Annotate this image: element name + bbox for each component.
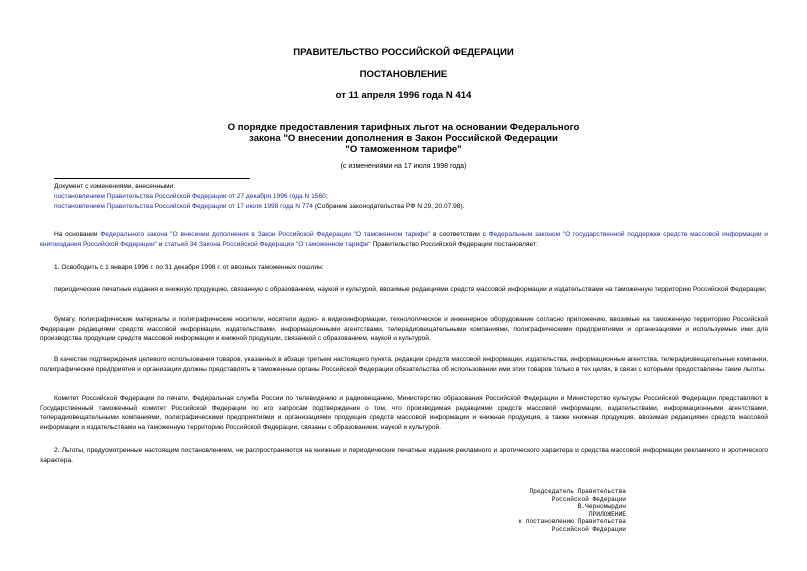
preamble-text-a: На основании [54, 231, 101, 238]
document-type: ПОСТАНОВЛЕНИЕ [359, 69, 448, 80]
amendment-link-1560[interactable]: постановлением Правительства Российской Федерации от 27 декабря 1996 года N 1560 [54, 193, 326, 200]
changes-item-2 [54, 202, 614, 212]
changes-heading: Документ с изменениями, внесенными: [54, 183, 176, 190]
paragraph-4: В качестве подтверждения целевого использования товаров, указанных в абзаце третьем настоящего пункта, редакции средств массовой информации, издательства, информационные агентства, телерадиовещательные компании, полиграфические предприятия и организации должны представлять в таможенные органы Российской Федерации обязательства об использовании ими этих товаров только в тех целях, в связи с которыми предоставлены такие льготы. [40, 356, 768, 373]
changes-divider [54, 178, 250, 179]
signature-line-1: Председатель Правительства [529, 488, 626, 495]
changes-item-2-tail: (Собрание законодательства РФ N 29, 20.07.98). [312, 203, 465, 210]
document-title-line-3: "О таможенном тарифе" [345, 144, 462, 155]
signature-line-2: Российской Федерации [551, 495, 626, 503]
appendix-line-2: Российской Федерации [551, 525, 626, 533]
appendix-line-1: к постановлению Правительства [518, 518, 626, 526]
appendix-label: ПРИЛОЖЕНИЕ [588, 510, 626, 518]
changes-item-1-tail: ; [325, 193, 328, 200]
document-title-line-2: закона "О внесении дополнения в Закон Российской Федерации [249, 133, 558, 144]
paragraph-1: 1. Освободить с 1 января 1996 г. по 31 декабря 1998 г. от ввозных таможенных пошлин: [54, 264, 324, 271]
paragraph-5: Комитет Российской Федерации по печати, Федеральная служба России по телевидению и радиовещанию, Министерство образования Российской Федерации и Министерство культуры Российской Федерации представляют в Государственный таможенный комитет Российской Федерации по его запросам подтверждения о том, что производимая редакциями средств массовой информации, издательствами, информационными агентствами, телерадиовещательными компаниями, полиграфическими предприятиями и организациями продукция средств массовой информации и книжная продукция, а также книжная продукция, ввозимая редакциями средств массовой информации и издательствами на таможенную территорию Российской Федерации, связаны с образованием, наукой и культурой. [40, 395, 768, 431]
article-34-link[interactable]: статьей 34 Закона Российской Федерации "О таможенном тарифе" [164, 240, 371, 248]
paragraph-3: бумагу, полиграфические материалы и полиграфические носители, носители аудио- и видеоинформации, технологическое и инженерное оборудование согласно приложению, ввозимые на таможенную территорию Российской Федерации редакциями средств массовой информации, издательствами, информационными агентствами, телерадиовещательными компаниями, полиграфическими предприятиями и организациями и используемые ими для производства продукции средств массовой информации и книжной продукции, связанной с образованием, наукой и культурой. [40, 316, 768, 343]
signature-line-3: В.Черномырдин [577, 503, 626, 511]
document-title-line-1: О порядке предоставления тарифных льгот на основании Федерального [227, 122, 580, 133]
amended-note: (с изменениями на 17 июля 1998 года) [340, 163, 467, 170]
document-date-number: от 11 апреля 1996 года N 414 [335, 90, 472, 101]
changes-item-1 [54, 192, 614, 202]
paragraph-2: периодические печатные издания и книжную продукцию, связанную с образованием, наукой и культурой, ввозимые редакциями средств массовой информации и издательствами на таможенную территорию Российской Федерации; [54, 286, 767, 293]
preamble-text-b: в соответствии с [430, 231, 489, 238]
preamble-text-c: и [156, 240, 165, 248]
federal-law-amendment-link[interactable]: Федерального закона "О внесении дополнения в Закон Российской Федерации "О таможенном тарифе" [100, 231, 431, 238]
changes-block [54, 182, 614, 212]
amendment-link-774[interactable]: постановлением Правительства Российской Федерации от 17 июля 1998 года N 774 [54, 203, 313, 210]
preamble-paragraph [40, 230, 768, 249]
preamble-text-d: Правительство Российской Федерации постановляет: [370, 240, 538, 248]
signature-block [430, 488, 626, 534]
federal-law-media-support-link[interactable]: Федеральным законом "О государственной поддержке средств массовой информации и книгоиздания Российской Федерации" [40, 231, 768, 248]
paragraph-6: 2. Льготы, предусмотренные настоящим постановлением, не распространяются на книжные и периодические печатные издания рекламного и эротического характера и средства массовой информации рекламного и эротического характера. [40, 447, 768, 464]
government-name: ПРАВИТЕЛЬСТВО РОССИЙСКОЙ ФЕДЕРАЦИИ [293, 47, 514, 58]
